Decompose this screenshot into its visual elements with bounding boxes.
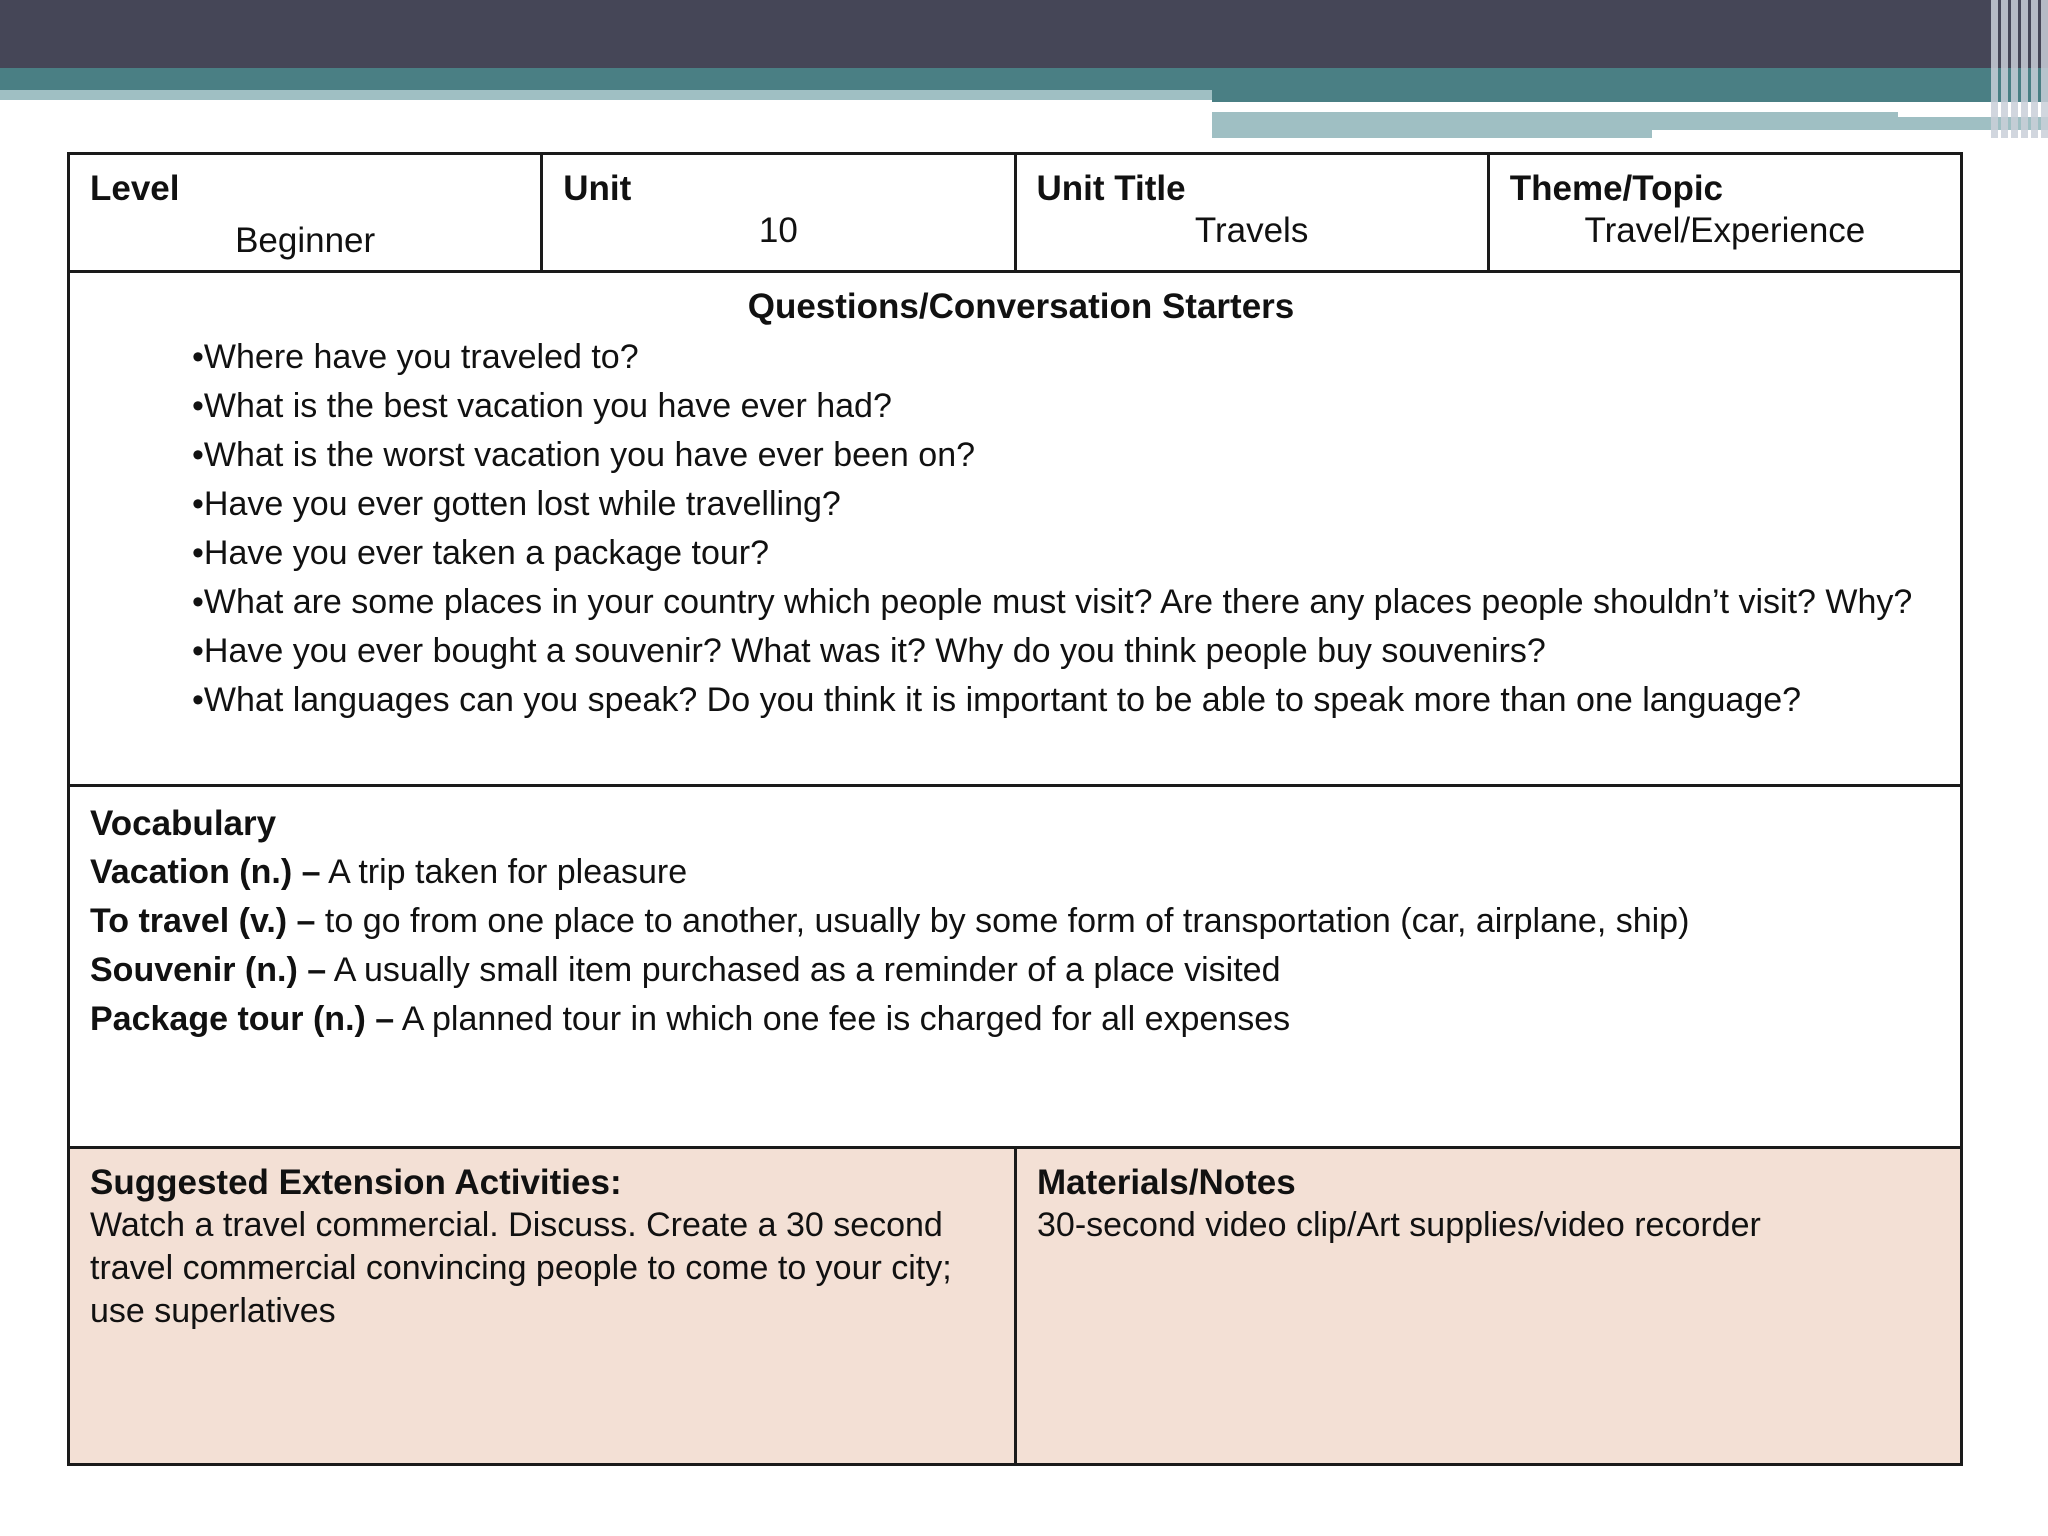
questions-section: [70, 273, 1960, 787]
header-bar-teal: [0, 68, 2048, 90]
theme-label: Theme/Topic: [1509, 169, 1724, 208]
stripe: [2031, 0, 2038, 138]
unit-cell: [543, 155, 1016, 270]
vocab-definition: A trip taken for pleasure: [320, 853, 688, 891]
vocabulary-title: Vocabulary: [90, 804, 277, 843]
vocab-item: [90, 995, 1940, 1044]
question-item: •What languages can you speak? Do you think it is important to be able to speak more than one language?: [192, 681, 1802, 719]
unit-label: Unit: [563, 169, 632, 208]
theme-value: Travel/Experience: [1584, 211, 1866, 250]
theme-cell: [1490, 155, 1960, 270]
activities-row: [70, 1149, 1960, 1463]
question-item: •Where have you traveled to?: [192, 338, 639, 376]
materials-cell: [1017, 1149, 1960, 1463]
header-bar-light: [0, 90, 1212, 100]
vocabulary-section: [70, 787, 1960, 1149]
question-item: •What are some places in your country which people must visit? Are there any places people shouldn’t visit? Why?: [192, 583, 1913, 621]
extension-cell: [70, 1149, 1017, 1463]
vocab-term: Souvenir (n.) –: [90, 951, 327, 989]
info-row: [70, 155, 1960, 273]
vocab-term: Package tour (n.) –: [90, 1000, 395, 1038]
questions-list: [70, 333, 1960, 725]
stripe: [2041, 0, 2048, 138]
level-cell: [70, 155, 543, 270]
unit-title-cell: [1017, 155, 1490, 270]
extension-text: Watch a travel commercial. Discuss. Create a 30 second travel commercial convincing people to come to your city; use superlatives: [90, 1206, 952, 1330]
materials-title: Materials/Notes: [1037, 1163, 1296, 1202]
stripe: [2011, 0, 2018, 138]
question-item: •Have you ever taken a package tour?: [192, 534, 770, 572]
level-value: Beginner: [235, 221, 376, 260]
question-item: •Have you ever gotten lost while travelling?: [192, 485, 841, 523]
vocab-definition: A planned tour in which one fee is charged for all expenses: [394, 1000, 1291, 1038]
extension-title: Suggested Extension Activities:: [90, 1163, 622, 1202]
header-bar-teal-right: [1212, 90, 2048, 102]
questions-title: Questions/Conversation Starters: [747, 287, 1295, 326]
level-label: Level: [90, 169, 180, 208]
question-item: •Have you ever bought a souvenir? What was it? Why do you think people buy souvenirs?: [192, 632, 1546, 670]
header-bar-light-short: [1212, 130, 1652, 138]
header-bar-dark: [0, 0, 2048, 68]
vocab-item: [90, 897, 1940, 946]
vocab-definition: to go from one place to another, usually by some form of transportation (car, airplane, ship): [315, 902, 1690, 940]
vocab-definition: A usually small item purchased as a reminder of a place visited: [326, 951, 1281, 989]
stripe: [2021, 0, 2028, 138]
unit-value: 10: [758, 211, 798, 250]
materials-text: 30-second video clip/Art supplies/video recorder: [1037, 1206, 1761, 1244]
vocab-term: Vacation (n.) –: [90, 853, 321, 891]
vocabulary-list: [90, 848, 1940, 1044]
question-item: •What is the worst vacation you have ever been on?: [192, 436, 976, 474]
unit-title-label: Unit Title: [1036, 169, 1186, 208]
stripe: [1991, 0, 1998, 138]
question-item: •What is the best vacation you have ever had?: [192, 387, 892, 425]
vocab-item: [90, 946, 1940, 995]
unit-title-value: Travels: [1194, 211, 1309, 250]
vocab-item: [90, 848, 1940, 897]
lesson-plan-table: [67, 152, 1963, 1466]
header-bar-light-right: [1212, 117, 2048, 130]
stripe: [2001, 0, 2008, 138]
header-stripes: [1978, 0, 2048, 138]
vocab-term: To travel (v.) –: [90, 902, 316, 940]
